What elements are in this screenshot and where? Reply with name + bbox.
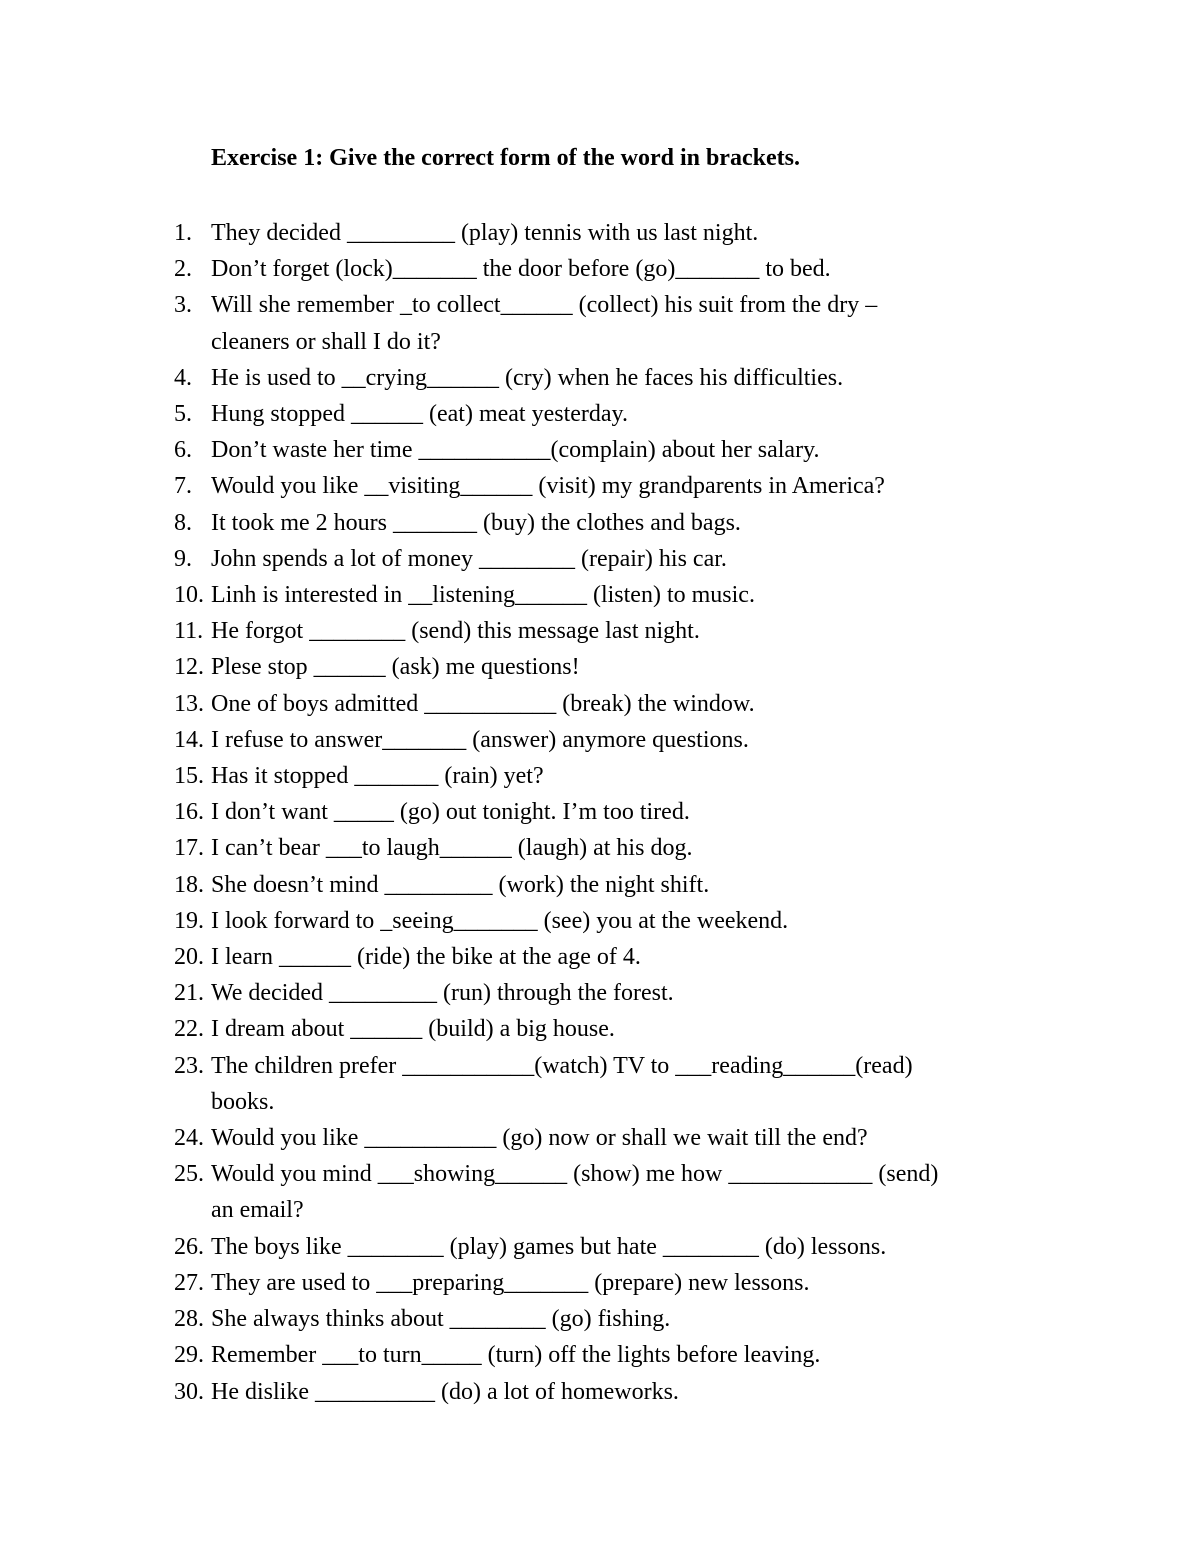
item-sentence: I refuse to answer_______ (answer) anymore questions.: [211, 726, 749, 753]
exercise-item: [174, 613, 1074, 649]
item-sentence: He is used to __crying______ (cry) when he faces his difficulties.: [211, 364, 844, 391]
item-sentence: She doesn’t mind _________ (work) the night shift.: [211, 871, 710, 898]
item-sentence: She always thinks about ________ (go) fishing.: [211, 1306, 671, 1333]
exercise-item: [174, 867, 1074, 903]
item-number: 5.: [174, 401, 192, 428]
exercise-item: [174, 1156, 1074, 1228]
exercise-item: [174, 1120, 1074, 1156]
item-sentence: Would you like ___________ (go) now or shall we wait till the end?: [211, 1125, 868, 1152]
item-sentence: It took me 2 hours _______ (buy) the clothes and bags.: [211, 509, 741, 536]
item-sentence-continuation: cleaners or shall I do it?: [211, 328, 441, 355]
item-number: 18.: [174, 871, 204, 898]
item-number: 10.: [174, 582, 204, 609]
item-sentence: They are used to ___preparing_______ (prepare) new lessons.: [211, 1269, 810, 1296]
exercise-item: [174, 1265, 1074, 1301]
item-number: 13.: [174, 690, 204, 717]
item-sentence: I dream about ______ (build) a big house.: [211, 1016, 615, 1043]
item-sentence: Will she remember _to collect______ (collect) his suit from the dry –: [211, 292, 878, 319]
exercise-item: [174, 939, 1074, 975]
item-sentence: John spends a lot of money ________ (repair) his car.: [211, 545, 727, 572]
exercise-item: [174, 1374, 1074, 1410]
exercise-item: [174, 722, 1074, 758]
item-sentence: One of boys admitted ___________ (break) the window.: [211, 690, 755, 717]
item-number: 17.: [174, 835, 204, 862]
exercise-item: [174, 1301, 1074, 1337]
exercise-item: [174, 396, 1074, 432]
exercise-title: Exercise 1: Give the correct form of the word in brackets.: [211, 145, 800, 171]
exercise-item: [174, 686, 1074, 722]
exercise-item: [174, 215, 1074, 251]
item-number: 2.: [174, 256, 192, 283]
item-number: 14.: [174, 726, 204, 753]
item-number: 11.: [174, 618, 204, 645]
item-number: 27.: [174, 1269, 204, 1296]
item-sentence: Hung stopped ______ (eat) meat yesterday.: [211, 401, 628, 428]
exercise-item: [174, 649, 1074, 685]
item-sentence: Has it stopped _______ (rain) yet?: [211, 763, 544, 790]
exercise-item: [174, 758, 1074, 794]
exercise-item: [174, 1229, 1074, 1265]
item-sentence: Would you mind ___showing______ (show) me how ____________ (send): [211, 1161, 939, 1188]
item-sentence-continuation: books.: [211, 1088, 275, 1115]
item-sentence: He dislike __________ (do) a lot of homeworks.: [211, 1378, 679, 1405]
item-number: 9.: [174, 545, 192, 572]
item-number: 24.: [174, 1125, 204, 1152]
item-number: 4.: [174, 364, 192, 391]
item-number: 30.: [174, 1378, 204, 1405]
exercise-item: [174, 830, 1074, 866]
item-sentence: The boys like ________ (play) games but hate ________ (do) lessons.: [211, 1233, 887, 1260]
item-number: 21.: [174, 980, 204, 1007]
exercise-item: [174, 251, 1074, 287]
item-number: 23.: [174, 1052, 204, 1079]
item-sentence: They decided _________ (play) tennis with us last night.: [211, 220, 759, 246]
item-number: 15.: [174, 763, 204, 790]
item-number: 25.: [174, 1161, 204, 1188]
item-sentence: Don’t waste her time ___________(complain) about her salary.: [211, 437, 820, 464]
exercise-item: [174, 432, 1074, 468]
exercise-item: [174, 505, 1074, 541]
item-number: 6.: [174, 437, 192, 464]
exercise-list: [174, 215, 1074, 1410]
item-number: 22.: [174, 1016, 204, 1043]
item-sentence: Remember ___to turn_____ (turn) off the lights before leaving.: [211, 1342, 821, 1369]
exercise-item: [174, 975, 1074, 1011]
item-number: 1.: [174, 220, 192, 246]
item-sentence: I can’t bear ___to laugh______ (laugh) at his dog.: [211, 835, 693, 862]
item-sentence: I learn ______ (ride) the bike at the age of 4.: [211, 944, 641, 971]
item-number: 29.: [174, 1342, 204, 1369]
item-number: 19.: [174, 907, 204, 934]
exercise-item: [174, 794, 1074, 830]
item-sentence: Would you like __visiting______ (visit) my grandparents in America?: [211, 473, 885, 500]
item-number: 3.: [174, 292, 192, 319]
item-number: 20.: [174, 944, 204, 971]
item-sentence: The children prefer ___________(watch) TV to ___reading______(read): [211, 1052, 913, 1079]
item-sentence: I look forward to _seeing_______ (see) you at the weekend.: [211, 907, 789, 934]
exercise-item: [174, 468, 1074, 504]
item-number: 28.: [174, 1306, 204, 1333]
exercise-item: [174, 541, 1074, 577]
item-number: 16.: [174, 799, 204, 826]
item-sentence: Linh is interested in __listening______ (listen) to music.: [211, 582, 755, 609]
item-number: 12.: [174, 654, 204, 681]
exercise-item: [174, 1337, 1074, 1373]
item-sentence: Don’t forget (lock)_______ the door before (go)_______ to bed.: [211, 256, 831, 283]
exercise-item: [174, 1011, 1074, 1047]
item-sentence: We decided _________ (run) through the forest.: [211, 980, 674, 1007]
exercise-item: [174, 360, 1074, 396]
item-sentence: I don’t want _____ (go) out tonight. I’m too tired.: [211, 799, 690, 826]
item-number: 7.: [174, 473, 192, 500]
item-sentence: He forgot ________ (send) this message last night.: [211, 618, 700, 645]
exercise-item: [174, 1048, 1074, 1120]
item-number: 26.: [174, 1233, 204, 1260]
item-sentence-continuation: an email?: [211, 1197, 304, 1224]
exercise-item: [174, 577, 1074, 613]
item-number: 8.: [174, 509, 192, 536]
item-sentence: Plese stop ______ (ask) me questions!: [211, 654, 580, 681]
exercise-item: [174, 903, 1074, 939]
exercise-item: [174, 287, 1074, 359]
